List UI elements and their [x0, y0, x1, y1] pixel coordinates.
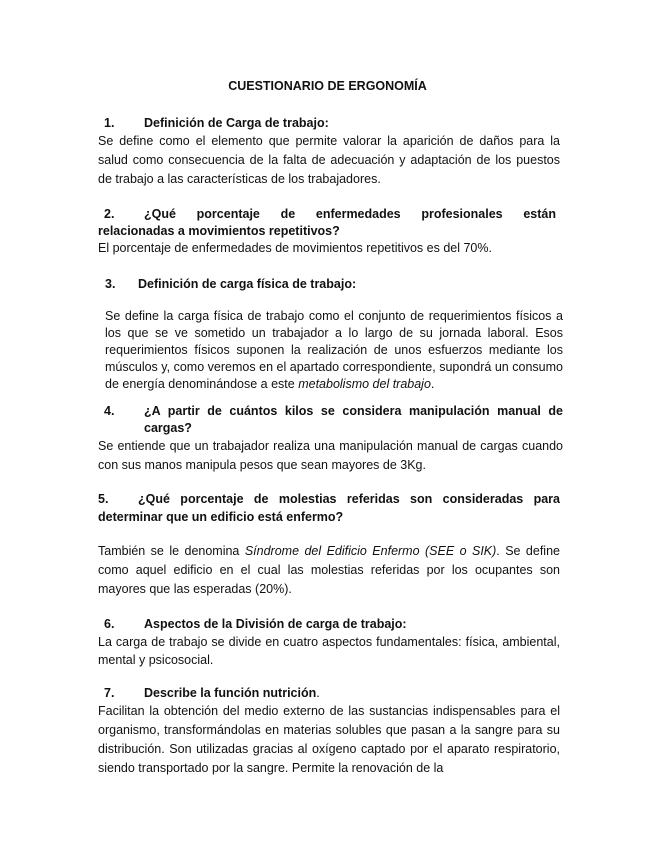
question-7-heading	[98, 685, 560, 702]
question-6	[98, 616, 560, 669]
page-title: CUESTIONARIO DE ERGONOMÍA	[228, 79, 427, 93]
answer-text: Se define la carga física de trabajo como el conjunto de requerimientos físicos a los que se ve sometido un trabajador a lo largo de su jornada laboral. Esos requerimientos físicos suponen la realización de unos esfuerzos mediante los músculos y, como veremos en el apartado correspondiente, supondrá un consumo de energía denominándose a este	[105, 309, 563, 391]
question-5-heading	[98, 490, 560, 526]
question-heading-text: Describe la función nutrición	[144, 686, 317, 700]
question-heading-text: ¿Qué porcentaje de molestias referidas son consideradas para determinar que un edificio está enfermo?	[98, 492, 560, 524]
answer-text-end: .	[430, 377, 435, 391]
question-number: 1.	[104, 116, 115, 130]
question-number: 5.	[98, 492, 109, 506]
question-3-answer	[105, 308, 563, 393]
question-heading-text: Definición de Carga de trabajo:	[144, 116, 329, 130]
question-heading-text: ¿Qué porcentaje de enfermedades profesionales están	[144, 207, 556, 221]
question-3-heading	[105, 276, 563, 293]
question-6-heading	[98, 616, 560, 633]
answer-italic-text: Síndrome del Edificio Enfermo (SEE o SIK)	[244, 544, 497, 558]
question-6-answer: La carga de trabajo se divide en cuatro aspectos fundamentales: física, ambiental, mental y psicosocial.	[98, 635, 560, 667]
question-heading-suffix: .	[316, 686, 320, 700]
question-4-answer: Se entiende que un trabajador realiza una manipulación manual de cargas cuando con sus manos manipula pesos que sean mayores de 3Kg.	[98, 439, 563, 472]
question-number: 3.	[105, 277, 116, 291]
question-3	[105, 276, 563, 393]
question-heading-text: Aspectos de la División de carga de trabajo:	[144, 617, 407, 631]
question-heading-text: ¿A partir de cuántos kilos se considera manipulación manual de cargas?	[144, 404, 563, 435]
question-heading-text: Definición de carga física de trabajo:	[138, 277, 357, 291]
question-number: 4.	[104, 404, 115, 418]
question-2	[98, 206, 560, 257]
answer-text: También se le denomina	[98, 544, 245, 558]
answer-text-end: . Se define como aquel edificio en el cual las molestias referidas por los ocupantes son mayores que las esperadas (20%).	[98, 544, 560, 596]
question-1-answer: Se define como el elemento que permite valorar la aparición de daños para la salud como consecuencia de la falta de adecuación y adaptación de los puestos de trabajo a las características de los trabajadores.	[98, 134, 560, 186]
question-4-heading	[98, 403, 563, 437]
question-1	[98, 115, 560, 189]
question-4	[98, 403, 563, 475]
question-5	[98, 490, 560, 599]
question-number: 2.	[104, 207, 115, 221]
question-number: 6.	[104, 617, 115, 631]
question-5-answer	[98, 542, 560, 599]
question-2-heading-line1	[98, 206, 556, 223]
question-7	[98, 685, 560, 778]
question-1-heading	[98, 115, 560, 132]
question-number: 7.	[104, 686, 115, 700]
question-7-answer: Facilitan la obtención del medio externo de las sustancias indispensables para el organismo, transformándolas en materias solubles que pasan a la sangre para su distribución. Son utilizadas gracias al oxígeno captado por el aparato respiratorio, siendo transportado por la sangre. Permite la renovación de la	[98, 704, 560, 775]
question-2-heading-line2: relacionadas a movimientos repetitivos?	[98, 224, 340, 238]
question-2-answer: El porcentaje de enfermedades de movimientos repetitivos es del 70%.	[98, 241, 492, 255]
answer-italic-text: metabolismo del trabajo	[298, 377, 431, 391]
